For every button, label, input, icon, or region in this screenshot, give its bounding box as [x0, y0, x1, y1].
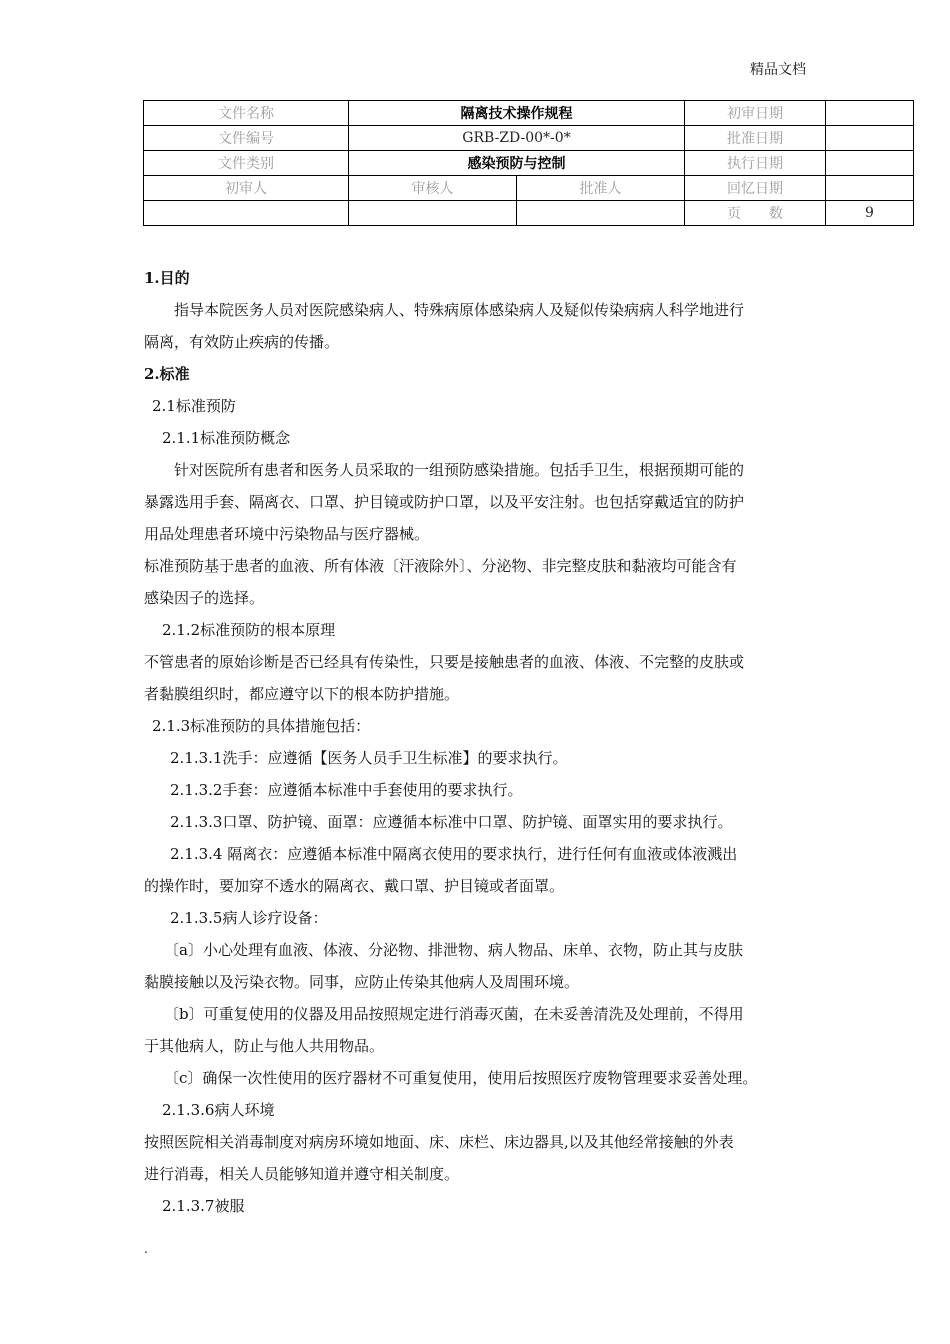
- subsection-heading: 2.1.1标准预防概念: [162, 429, 291, 447]
- table-row: [144, 151, 914, 176]
- subsection-heading: 2.1.3.7被服: [162, 1197, 245, 1215]
- file-name-value: 隔离技术操作规程: [349, 101, 685, 126]
- table-row: [144, 201, 914, 226]
- file-number-value: GRB-ZD-00*-0*: [349, 126, 685, 151]
- reviewer-value: [349, 201, 517, 226]
- table-row: [144, 176, 914, 201]
- section-heading: 1.目的: [144, 269, 190, 287]
- list-item: 2.1.3.1洗手：应遵循【医务人员手卫生标准】的要求执行。: [170, 749, 568, 767]
- approval-date-label: 批准日期: [685, 126, 826, 151]
- paragraph-line: 感染因子的选择。: [144, 589, 265, 607]
- execution-date-label: 执行日期: [685, 151, 826, 176]
- paragraph-line: 隔离，有效防止疾病的传播。: [144, 333, 340, 351]
- table-row: [144, 101, 914, 126]
- list-item: 〔b〕可重复使用的仪器及用品按照规定进行消毒灭菌，在未妥善清洗及处理前，不得用: [164, 1005, 744, 1023]
- table-row: [144, 126, 914, 151]
- paragraph-line: 针对医院所有患者和医务人员采取的一组预防感染措施。包括手卫生，根据预期可能的: [174, 461, 745, 479]
- paragraph-line: 黏膜接触以及污染衣物。同事，应防止传染其他病人及周围环境。: [144, 973, 580, 991]
- first-review-date-label: 初审日期: [685, 101, 826, 126]
- approver-value: [517, 201, 685, 226]
- execution-date-value: [826, 151, 914, 176]
- paragraph-line: 于其他病人，防止与他人共用物品。: [144, 1037, 385, 1055]
- document-info-table: [143, 100, 914, 226]
- file-number-label: 文件编号: [144, 126, 349, 151]
- first-reviewer-label: 初审人: [144, 176, 349, 201]
- paragraph-line: 指导本院医务人员对医院感染病人、特殊病原体感染病人及疑似传染病病人科学地进行: [174, 301, 745, 319]
- list-item: 2.1.3.3口罩、防护镜、面罩：应遵循本标准中口罩、防护镜、面罩实用的要求执行。: [170, 813, 733, 831]
- paragraph-line: 标准预防基于患者的血液、所有体液〔汗液除外〕、分泌物、非完整皮肤和黏液均可能含有: [144, 557, 737, 575]
- subsection-heading: 2.1.2标准预防的根本原理: [162, 621, 336, 639]
- paragraph-line: 暴露选用手套、隔离衣、口罩、护目镜或防护口罩，以及平安注射。也包括穿戴适宜的防护: [144, 493, 745, 511]
- header-note: 精品文档: [750, 62, 806, 78]
- approval-date-value: [826, 126, 914, 151]
- recall-date-label: 回忆日期: [685, 176, 826, 201]
- first-review-date-value: [826, 101, 914, 126]
- approver-label: 批准人: [517, 176, 685, 201]
- list-item: 〔a〕小心处理有血液、体液、分泌物、排泄物、病人物品、床单、衣物，防止其与皮肤: [164, 941, 743, 959]
- file-category-value: 感染预防与控制: [349, 151, 685, 176]
- subsection-heading: 2.1标准预防: [152, 397, 236, 415]
- list-item: 2.1.3.2手套：应遵循本标准中手套使用的要求执行。: [170, 781, 523, 799]
- recall-date-value: [826, 176, 914, 201]
- paragraph-line: 的操作时，要加穿不透水的隔离衣、戴口罩、护目镜或者面罩。: [144, 877, 565, 895]
- file-name-label: 文件名称: [144, 101, 349, 126]
- pages-value: 9: [826, 201, 914, 226]
- paragraph-line: 按照医院相关消毒制度对病房环境如地面、床、床栏、床边器具,以及其他经常接触的外表: [144, 1133, 734, 1151]
- first-reviewer-value: [144, 201, 349, 226]
- paragraph-line: 进行消毒，相关人员能够知道并遵守相关制度。: [144, 1165, 460, 1183]
- list-item: 〔c〕确保一次性使用的医疗器材不可重复使用，使用后按照医疗废物管理要求妥善处理。: [164, 1069, 758, 1087]
- section-heading: 2.标准: [144, 365, 190, 383]
- reviewer-label: 审核人: [349, 176, 517, 201]
- paragraph-line: 者黏膜组织时，都应遵守以下的根本防护措施。: [144, 685, 460, 703]
- list-item: 2.1.3.5病人诊疗设备：: [170, 909, 328, 927]
- document-body: [144, 262, 834, 1222]
- paragraph-line: 用品处理患者环境中污染物品与医疗器械。: [144, 525, 430, 543]
- footer-mark: .: [144, 1242, 148, 1256]
- paragraph-line: 不管患者的原始诊断是否已经具有传染性，只要是接触患者的血液、体液、不完整的皮肤或: [144, 653, 745, 671]
- file-category-label: 文件类别: [144, 151, 349, 176]
- pages-label: 页 数: [685, 201, 826, 226]
- subsection-heading: 2.1.3标准预防的具体措施包括：: [152, 717, 371, 735]
- list-item: 2.1.3.4 隔离衣：应遵循本标准中隔离衣使用的要求执行，进行任何有血液或体液溅出: [170, 845, 738, 863]
- subsection-heading: 2.1.3.6病人环境: [162, 1101, 275, 1119]
